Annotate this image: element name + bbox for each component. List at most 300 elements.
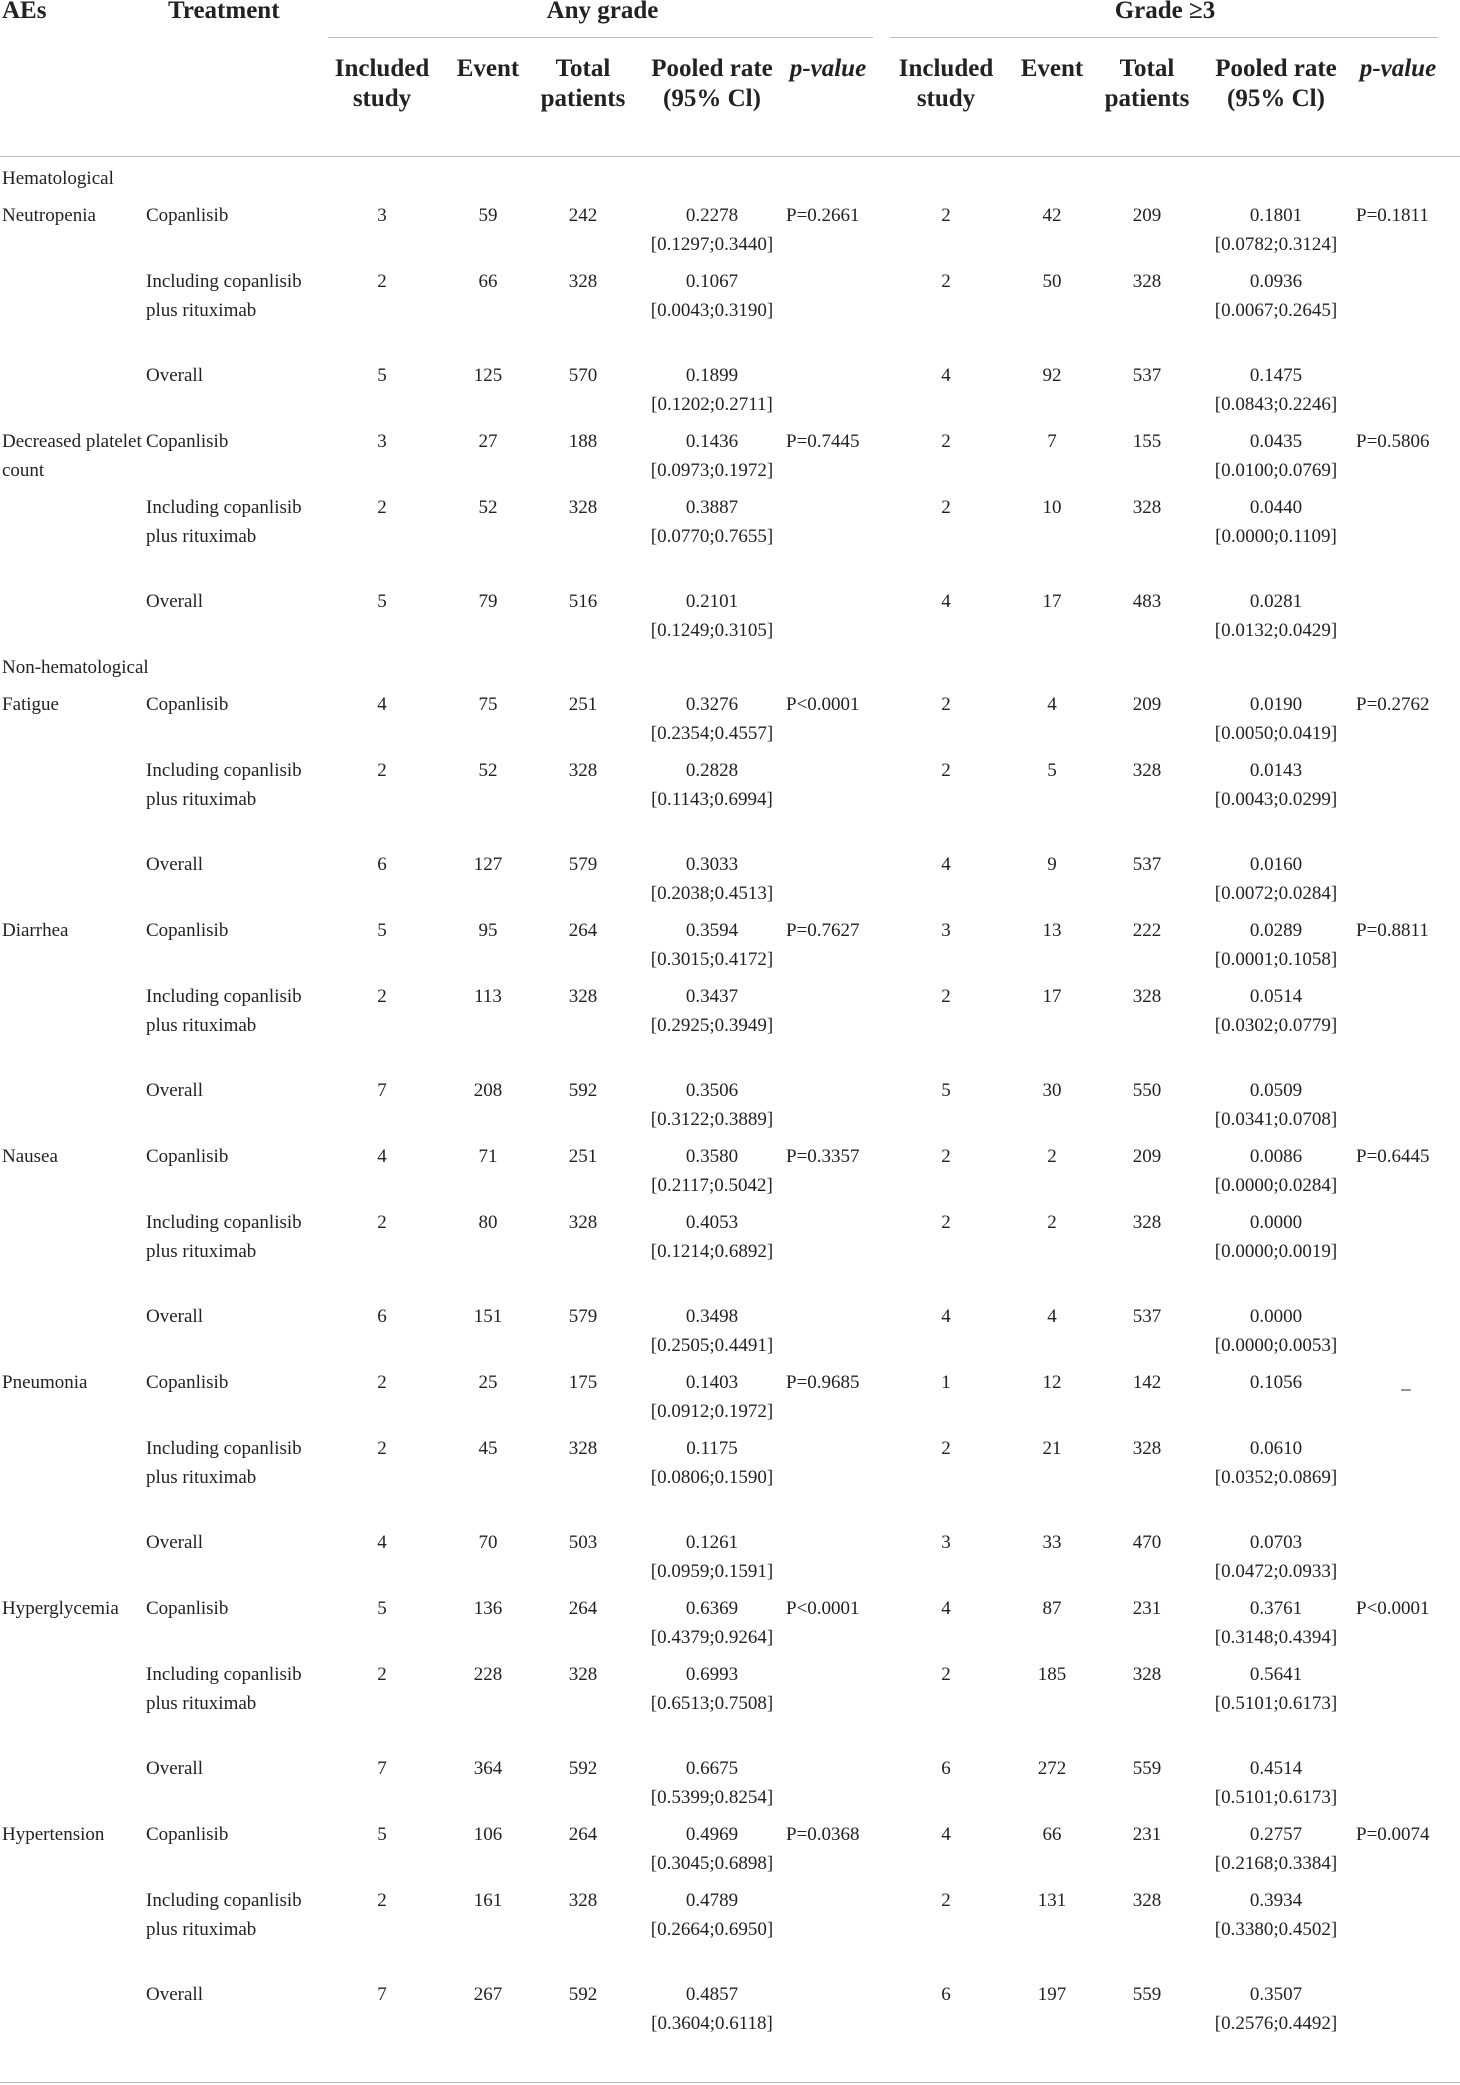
header-aes: AEs — [2, 0, 47, 24]
g3-total-patients: 328 — [1132, 1890, 1162, 1911]
g3-pooled-rate: 0.1056 — [1249, 1372, 1303, 1393]
any-included-study: 2 — [377, 760, 387, 781]
any-pooled-rate-cell — [640, 428, 784, 485]
any-included-study: 6 — [377, 1306, 387, 1327]
any-total-patients: 503 — [568, 1532, 598, 1553]
treatment-name: Including copanlisib plus rituximab — [146, 1438, 302, 1488]
g3-p-value: P=0.6445 — [1356, 1146, 1430, 1167]
treatment-name: Overall — [146, 591, 203, 612]
g3-total-patients: 328 — [1132, 986, 1162, 1007]
any-pooled-rate: 0.2101 — [685, 591, 739, 612]
g3-pooled-rate: 0.1475 — [1249, 365, 1303, 386]
any-included-study: 4 — [377, 1532, 387, 1553]
g3-total-patients: 537 — [1132, 365, 1162, 386]
table-row — [0, 1661, 1460, 1755]
g3-event: 50 — [1042, 271, 1062, 292]
any-event: 80 — [478, 1212, 498, 1233]
any-event: 52 — [478, 497, 498, 518]
g3-included-study: 3 — [941, 920, 951, 941]
any-pooled-ci: [0.2038;0.4513] — [650, 882, 774, 904]
g3-p-value: P=0.8811 — [1356, 920, 1429, 941]
g3-pooled-ci: [0.0067;0.2645] — [1214, 299, 1338, 321]
any-pooled-ci: [0.6513;0.7508] — [650, 1692, 774, 1714]
treatment-name: Copanlisib — [146, 431, 229, 452]
any-pooled-rate: 0.6993 — [685, 1664, 739, 1685]
any-included-study: 3 — [377, 205, 387, 226]
table-row — [0, 1369, 1460, 1435]
g3-pooled-rate-cell — [1204, 1435, 1348, 1492]
g3-event: 12 — [1042, 1372, 1062, 1393]
g3-total-patients: 559 — [1132, 1984, 1162, 2005]
any-total-patients: 188 — [568, 431, 598, 452]
any-included-study: 5 — [377, 920, 387, 941]
g3-total-patients: 537 — [1132, 854, 1162, 875]
g3-pooled-rate: 0.0000 — [1249, 1306, 1303, 1327]
g3-event: 4 — [1047, 694, 1057, 715]
g3-total-patients: 328 — [1132, 1438, 1162, 1459]
treatment-name: Overall — [146, 1306, 203, 1327]
g3-pooled-rate: 0.3761 — [1249, 1598, 1303, 1619]
any-pooled-ci: [0.3122;0.3889] — [650, 1108, 774, 1130]
any-included-study: 2 — [377, 271, 387, 292]
header-g3-pvalue: p-value — [1359, 55, 1437, 82]
treatment-name: Including copanlisib plus rituximab — [146, 497, 302, 547]
any-pooled-rate-cell — [640, 1887, 784, 1944]
header-g3-total: Total patients — [1104, 55, 1190, 112]
g3-event: 13 — [1042, 920, 1062, 941]
g3-included-study: 2 — [941, 497, 951, 518]
any-included-study: 4 — [377, 694, 387, 715]
any-pooled-ci: [0.2354;0.4557] — [650, 722, 774, 744]
any-pooled-rate: 0.3437 — [685, 986, 739, 1007]
g3-pooled-rate: 0.0514 — [1249, 986, 1303, 1007]
table-row — [0, 494, 1460, 588]
any-pooled-rate: 0.3033 — [685, 854, 739, 875]
table-row — [0, 851, 1460, 917]
any-event: 364 — [473, 1758, 503, 1779]
g3-total-patients: 328 — [1132, 497, 1162, 518]
any-pooled-rate: 0.3498 — [685, 1306, 739, 1327]
g3-pooled-rate: 0.0000 — [1249, 1212, 1303, 1233]
g3-pooled-ci: [0.0043;0.0299] — [1214, 788, 1338, 810]
any-pooled-rate-cell — [640, 1661, 784, 1718]
any-total-patients: 328 — [568, 760, 598, 781]
any-pooled-rate-cell — [640, 1595, 784, 1652]
any-event: 161 — [473, 1890, 503, 1911]
any-pooled-ci: [0.3604;0.6118] — [651, 2012, 773, 2034]
g3-pooled-rate: 0.3934 — [1249, 1890, 1303, 1911]
g3-event: 92 — [1042, 365, 1062, 386]
any-pooled-rate-cell — [640, 1077, 784, 1134]
table-row — [0, 1077, 1460, 1143]
treatment-name: Copanlisib — [146, 694, 229, 715]
table-row — [0, 1821, 1460, 1887]
treatment-name: Copanlisib — [146, 1372, 229, 1393]
g3-pooled-ci: [0.0001;0.1058] — [1214, 948, 1338, 970]
header-grade3: Grade ≥3 — [1114, 0, 1216, 24]
ae-name: Decreased platelet count — [2, 431, 142, 481]
g3-pooled-rate-cell — [1204, 1209, 1348, 1266]
any-pooled-rate: 0.2828 — [685, 760, 739, 781]
any-total-patients: 328 — [568, 1212, 598, 1233]
g3-pooled-ci: [0.0341;0.0708] — [1214, 1108, 1338, 1130]
g3-pooled-rate-cell — [1204, 757, 1348, 814]
g3-event: 42 — [1042, 205, 1062, 226]
any-total-patients: 328 — [568, 1890, 598, 1911]
any-event: 45 — [478, 1438, 498, 1459]
g3-event: 131 — [1037, 1890, 1067, 1911]
any-total-patients: 251 — [568, 1146, 598, 1167]
any-event: 66 — [478, 271, 498, 292]
any-pooled-rate-cell — [640, 1435, 784, 1492]
g3-total-patients: 209 — [1132, 1146, 1162, 1167]
any-included-study: 2 — [377, 497, 387, 518]
section-title: Non-hematological — [2, 657, 149, 678]
any-pooled-ci: [0.0973;0.1972] — [650, 459, 774, 481]
table-header — [0, 0, 1460, 157]
any-pooled-rate-cell — [640, 362, 784, 419]
treatment-name: Copanlisib — [146, 1598, 229, 1619]
ae-name: Pneumonia — [2, 1372, 88, 1393]
section-title: Hematological — [2, 168, 114, 189]
any-event: 125 — [473, 365, 503, 386]
any-p-value: P=0.3357 — [786, 1146, 860, 1167]
g3-pooled-ci: [0.0472;0.0933] — [1214, 1560, 1338, 1582]
g3-pooled-rate-cell — [1204, 1821, 1348, 1878]
g3-pooled-rate: 0.0703 — [1249, 1532, 1303, 1553]
any-pooled-rate: 0.1067 — [685, 271, 739, 292]
treatment-name: Overall — [146, 854, 203, 875]
g3-included-study: 2 — [941, 1146, 951, 1167]
table-row — [0, 1981, 1460, 2047]
any-pooled-rate-cell — [640, 917, 784, 974]
g3-included-study: 4 — [941, 1824, 951, 1845]
g3-pooled-rate: 0.1801 — [1249, 205, 1303, 226]
header-g3-event: Event — [1020, 55, 1084, 82]
any-included-study: 2 — [377, 986, 387, 1007]
any-grade-rule — [328, 37, 873, 38]
g3-pooled-ci: [0.0302;0.0779] — [1214, 1014, 1338, 1036]
g3-pooled-ci: [0.3380;0.4502] — [1214, 1918, 1338, 1940]
header-any-event: Event — [456, 55, 520, 82]
g3-event: 5 — [1047, 760, 1057, 781]
any-total-patients: 592 — [568, 1080, 598, 1101]
any-pooled-rate-cell — [640, 1529, 784, 1586]
g3-pooled-ci: [0.0843;0.2246] — [1214, 393, 1338, 415]
any-pooled-rate-cell — [640, 1369, 784, 1426]
any-p-value: P=0.9685 — [786, 1372, 860, 1393]
any-pooled-rate: 0.2278 — [685, 205, 739, 226]
g3-included-study: 2 — [941, 1438, 951, 1459]
any-event: 136 — [473, 1598, 503, 1619]
g3-event: 7 — [1047, 431, 1057, 452]
any-pooled-rate-cell — [640, 1143, 784, 1200]
g3-pooled-ci: [0.0352;0.0869] — [1214, 1466, 1338, 1488]
any-included-study: 7 — [377, 1758, 387, 1779]
treatment-name: Including copanlisib plus rituximab — [146, 760, 302, 810]
any-pooled-ci: [0.0043;0.3190] — [650, 299, 774, 321]
any-pooled-rate-cell — [640, 1303, 784, 1360]
g3-pooled-rate-cell — [1204, 362, 1348, 419]
g3-p-value: P=0.1811 — [1356, 205, 1429, 226]
g3-pooled-ci: [0.0072;0.0284] — [1214, 882, 1338, 904]
any-included-study: 2 — [377, 1890, 387, 1911]
g3-pooled-ci: [0.0782;0.3124] — [1214, 233, 1338, 255]
any-total-patients: 264 — [568, 1598, 598, 1619]
any-pooled-rate: 0.4789 — [685, 1890, 739, 1911]
any-total-patients: 242 — [568, 205, 598, 226]
any-total-patients: 328 — [568, 1438, 598, 1459]
table-row — [0, 268, 1460, 362]
any-total-patients: 516 — [568, 591, 598, 612]
table-row — [0, 428, 1460, 494]
g3-total-patients: 328 — [1132, 271, 1162, 292]
any-event: 127 — [473, 854, 503, 875]
g3-included-study: 6 — [941, 1758, 951, 1779]
g3-pooled-rate: 0.0281 — [1249, 591, 1303, 612]
any-event: 71 — [478, 1146, 498, 1167]
g3-included-study: 6 — [941, 1984, 951, 2005]
g3-included-study: 2 — [941, 986, 951, 1007]
g3-total-patients: 209 — [1132, 694, 1162, 715]
g3-pooled-rate: 0.0289 — [1249, 920, 1303, 941]
g3-event: 17 — [1042, 591, 1062, 612]
any-event: 95 — [478, 920, 498, 941]
any-pooled-rate: 0.3887 — [685, 497, 739, 518]
ae-name: Fatigue — [2, 694, 59, 715]
g3-pooled-rate: 0.0610 — [1249, 1438, 1303, 1459]
treatment-name: Copanlisib — [146, 920, 229, 941]
g3-pooled-rate-cell — [1204, 983, 1348, 1040]
g3-pooled-rate: 0.0440 — [1249, 497, 1303, 518]
g3-total-patients: 142 — [1132, 1372, 1162, 1393]
g3-pooled-rate-cell — [1204, 494, 1348, 551]
any-pooled-ci: [0.1202;0.2711] — [651, 393, 773, 415]
any-pooled-ci: [0.2505;0.4491] — [650, 1334, 774, 1356]
g3-included-study: 1 — [941, 1372, 951, 1393]
g3-p-value: P<0.0001 — [1356, 1598, 1430, 1619]
any-pooled-rate: 0.4857 — [685, 1984, 739, 2005]
g3-pooled-ci: [0.3148;0.4394] — [1214, 1626, 1338, 1648]
g3-pooled-rate-cell — [1204, 588, 1348, 645]
g3-pooled-rate: 0.5641 — [1249, 1664, 1303, 1685]
any-pooled-ci: [0.0959;0.1591] — [650, 1560, 774, 1582]
treatment-name: Including copanlisib plus rituximab — [146, 986, 302, 1036]
g3-included-study: 2 — [941, 694, 951, 715]
table-row — [0, 588, 1460, 654]
g3-pooled-rate: 0.0190 — [1249, 694, 1303, 715]
g3-event: 272 — [1037, 1758, 1067, 1779]
any-total-patients: 592 — [568, 1984, 598, 2005]
g3-event: 66 — [1042, 1824, 1062, 1845]
any-included-study: 5 — [377, 591, 387, 612]
any-total-patients: 251 — [568, 694, 598, 715]
g3-total-patients: 537 — [1132, 1306, 1162, 1327]
any-pooled-rate: 0.4053 — [685, 1212, 739, 1233]
any-event: 79 — [478, 591, 498, 612]
any-included-study: 2 — [377, 1372, 387, 1393]
any-pooled-ci: [0.3045;0.6898] — [650, 1852, 774, 1874]
g3-included-study: 2 — [941, 205, 951, 226]
g3-pooled-ci: [0.0000;0.0053] — [1214, 1334, 1338, 1356]
g3-pooled-rate-cell — [1204, 1887, 1348, 1944]
any-pooled-rate-cell — [640, 588, 784, 645]
any-pooled-ci: [0.1214;0.6892] — [650, 1240, 774, 1262]
g3-included-study: 2 — [941, 1212, 951, 1233]
table-row — [0, 983, 1460, 1077]
header-any-grade: Any grade — [546, 0, 659, 24]
table-row — [0, 362, 1460, 428]
ae-name: Hyperglycemia — [2, 1598, 119, 1619]
any-pooled-rate: 0.3580 — [685, 1146, 739, 1167]
g3-event: 4 — [1047, 1306, 1057, 1327]
any-pooled-rate: 0.6675 — [685, 1758, 739, 1779]
any-included-study: 4 — [377, 1146, 387, 1167]
g3-pooled-ci: [0.2168;0.3384] — [1214, 1852, 1338, 1874]
g3-included-study: 2 — [941, 271, 951, 292]
g3-total-patients: 328 — [1132, 1212, 1162, 1233]
g3-pooled-rate: 0.0509 — [1249, 1080, 1303, 1101]
g3-pooled-rate: 0.4514 — [1249, 1758, 1303, 1779]
any-pooled-rate: 0.1436 — [685, 431, 739, 452]
treatment-name: Overall — [146, 1758, 203, 1779]
any-p-value: P=0.0368 — [786, 1824, 860, 1845]
table-row — [0, 1303, 1460, 1369]
g3-pooled-rate: 0.3507 — [1249, 1984, 1303, 2005]
any-pooled-rate-cell — [640, 1755, 784, 1812]
g3-total-patients: 328 — [1132, 760, 1162, 781]
g3-total-patients: 231 — [1132, 1824, 1162, 1845]
any-pooled-rate-cell — [640, 757, 784, 814]
g3-included-study: 5 — [941, 1080, 951, 1101]
g3-pooled-rate-cell — [1204, 202, 1348, 259]
any-pooled-rate: 0.6369 — [685, 1598, 739, 1619]
table-row — [0, 1529, 1460, 1595]
any-total-patients: 328 — [568, 497, 598, 518]
g3-pooled-ci: [0.0100;0.0769] — [1214, 459, 1338, 481]
any-pooled-rate-cell — [640, 202, 784, 259]
g3-included-study: 4 — [941, 591, 951, 612]
g3-event: 185 — [1037, 1664, 1067, 1685]
any-event: 59 — [478, 205, 498, 226]
any-pooled-rate: 0.3276 — [685, 694, 739, 715]
treatment-name: Copanlisib — [146, 1146, 229, 1167]
g3-pooled-rate-cell — [1204, 1661, 1348, 1718]
g3-pooled-rate-cell — [1204, 1369, 1348, 1398]
any-event: 25 — [478, 1372, 498, 1393]
g3-total-patients: 328 — [1132, 1664, 1162, 1685]
any-event: 267 — [473, 1984, 503, 2005]
treatment-name: Including copanlisib plus rituximab — [146, 271, 302, 321]
any-pooled-ci: [0.0912;0.1972] — [650, 1400, 774, 1422]
any-pooled-rate-cell — [640, 1209, 784, 1266]
g3-pooled-rate-cell — [1204, 268, 1348, 325]
any-included-study: 7 — [377, 1080, 387, 1101]
g3-pooled-ci: [0.2576;0.4492] — [1214, 2012, 1338, 2034]
g3-pooled-rate-cell — [1204, 691, 1348, 748]
any-pooled-ci: [0.2925;0.3949] — [650, 1014, 774, 1036]
g3-pooled-rate: 0.0160 — [1249, 854, 1303, 875]
table-bottom-rule — [0, 2082, 1460, 2083]
any-p-value: P=0.2661 — [786, 205, 860, 226]
g3-pooled-rate-cell — [1204, 1143, 1348, 1200]
any-total-patients: 328 — [568, 1664, 598, 1685]
g3-total-patients: 222 — [1132, 920, 1162, 941]
any-pooled-ci: [0.4379;0.9264] — [650, 1626, 774, 1648]
any-pooled-rate: 0.3506 — [685, 1080, 739, 1101]
treatment-name: Copanlisib — [146, 205, 229, 226]
any-pooled-rate-cell — [640, 1981, 784, 2038]
any-event: 208 — [473, 1080, 503, 1101]
table-row — [0, 1887, 1460, 1981]
any-pooled-ci: [0.2117;0.5042] — [651, 1174, 773, 1196]
g3-total-patients: 209 — [1132, 205, 1162, 226]
g3-pooled-rate: 0.0936 — [1249, 271, 1303, 292]
table-row — [0, 1143, 1460, 1209]
treatment-name: Overall — [146, 1080, 203, 1101]
g3-pooled-rate: 0.0086 — [1249, 1146, 1303, 1167]
g3-included-study: 2 — [941, 1664, 951, 1685]
any-total-patients: 264 — [568, 1824, 598, 1845]
g3-included-study: 2 — [941, 760, 951, 781]
any-event: 228 — [473, 1664, 503, 1685]
g3-pooled-rate: 0.2757 — [1249, 1824, 1303, 1845]
g3-pooled-ci: [0.5101;0.6173] — [1214, 1786, 1338, 1808]
any-total-patients: 570 — [568, 365, 598, 386]
any-total-patients: 175 — [568, 1372, 598, 1393]
treatment-name: Overall — [146, 1984, 203, 2005]
any-included-study: 5 — [377, 1598, 387, 1619]
any-pooled-rate-cell — [640, 851, 784, 908]
g3-total-patients: 155 — [1132, 431, 1162, 452]
header-treatment: Treatment — [168, 0, 280, 24]
g3-p-value: _ — [1401, 1372, 1411, 1393]
g3-pooled-ci: [0.0050;0.0419] — [1214, 722, 1338, 744]
any-pooled-rate: 0.1403 — [685, 1372, 739, 1393]
g3-pooled-rate-cell — [1204, 1755, 1348, 1812]
any-event: 151 — [473, 1306, 503, 1327]
g3-pooled-rate-cell — [1204, 1077, 1348, 1134]
g3-event: 2 — [1047, 1146, 1057, 1167]
g3-event: 9 — [1047, 854, 1057, 875]
ae-name: Diarrhea — [2, 920, 69, 941]
any-p-value: P=0.7445 — [786, 431, 860, 452]
g3-event: 33 — [1042, 1532, 1062, 1553]
g3-pooled-ci: [0.0000;0.0019] — [1214, 1240, 1338, 1262]
any-included-study: 2 — [377, 1212, 387, 1233]
g3-included-study: 4 — [941, 1598, 951, 1619]
any-pooled-rate: 0.1175 — [686, 1438, 738, 1459]
any-included-study: 5 — [377, 365, 387, 386]
g3-pooled-rate-cell — [1204, 917, 1348, 974]
any-pooled-rate: 0.1261 — [685, 1532, 739, 1553]
any-included-study: 3 — [377, 431, 387, 452]
g3-included-study: 4 — [941, 1306, 951, 1327]
header-g3-included: Included study — [898, 55, 994, 112]
g3-pooled-rate-cell — [1204, 1595, 1348, 1652]
treatment-name: Copanlisib — [146, 1824, 229, 1845]
ae-name: Neutropenia — [2, 205, 96, 226]
any-pooled-rate-cell — [640, 691, 784, 748]
any-total-patients: 264 — [568, 920, 598, 941]
any-pooled-rate: 0.3594 — [685, 920, 739, 941]
g3-event: 197 — [1037, 1984, 1067, 2005]
treatment-name: Including copanlisib plus rituximab — [146, 1664, 302, 1714]
any-pooled-ci: [0.0770;0.7655] — [650, 525, 774, 547]
table-row — [0, 1435, 1460, 1529]
any-pooled-rate-cell — [640, 983, 784, 1040]
g3-pooled-rate: 0.0143 — [1249, 760, 1303, 781]
